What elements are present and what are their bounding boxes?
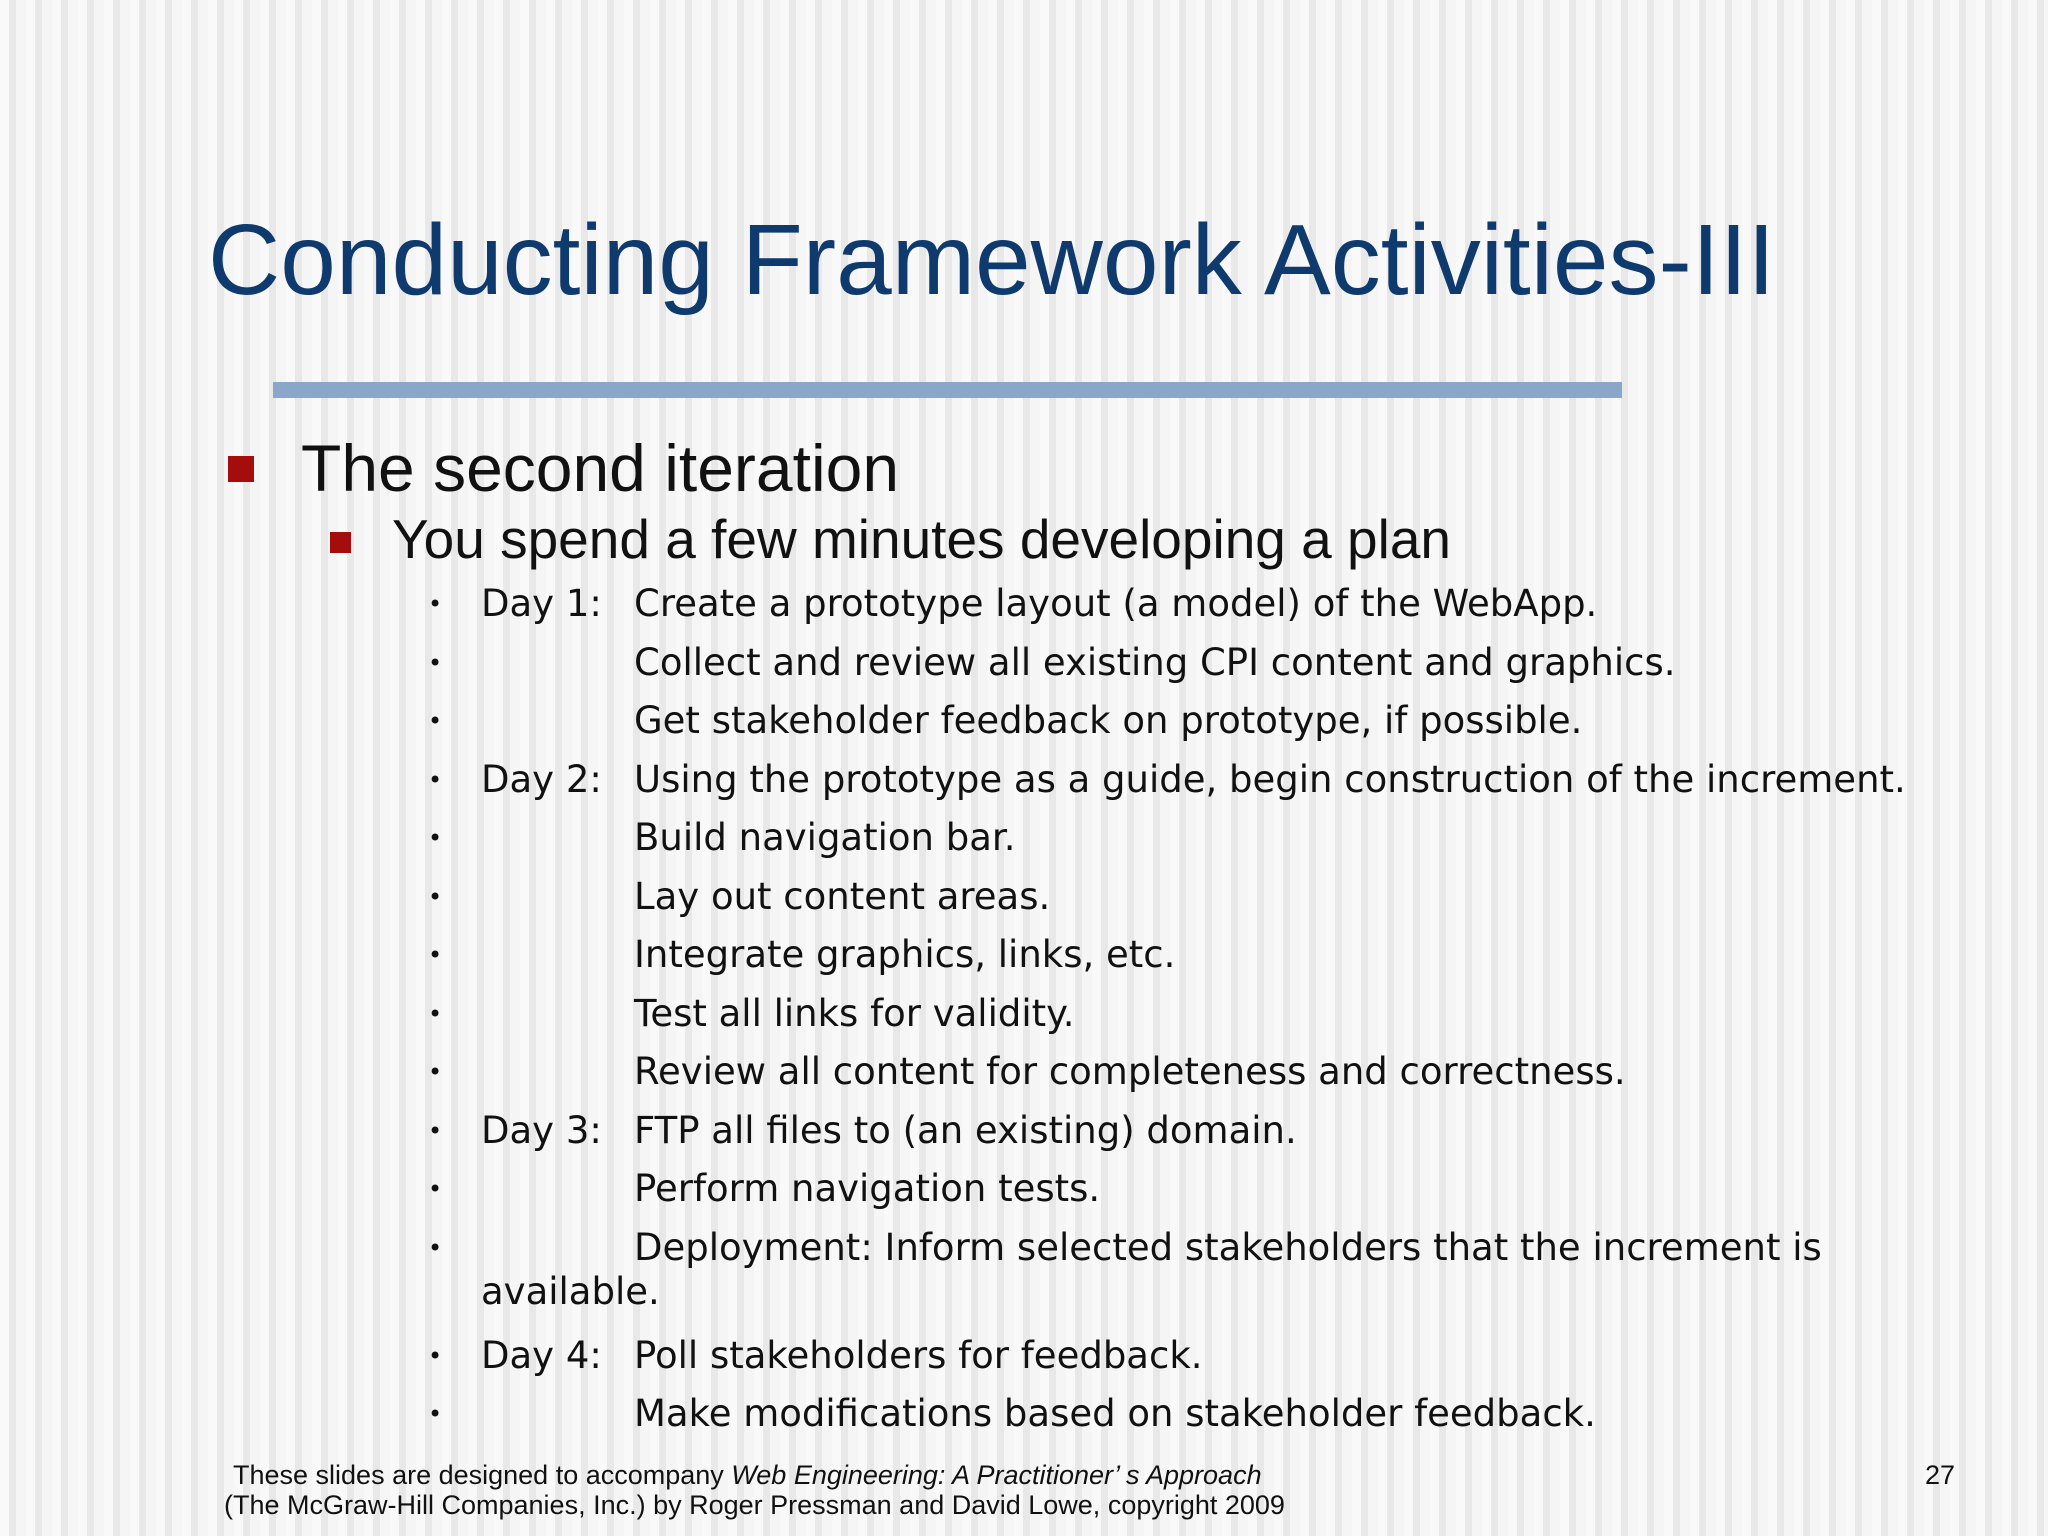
plan-item <box>428 1222 1928 1330</box>
dot-bullet-icon: • <box>428 765 443 794</box>
plan-item-text: Collect and review all existing CPI content and graphics. <box>634 640 1676 684</box>
dot-bullet-icon: • <box>428 824 443 852</box>
footer-book-title: Web Engineering: A Practitioner’ s Approach <box>731 1460 1262 1490</box>
dot-bullet-icon: • <box>428 1175 443 1203</box>
plan-item-day: Day 1: <box>481 582 602 625</box>
plan-list <box>428 578 1928 1447</box>
plan-item-text: Create a prototype layout (a model) of the WebApp. <box>634 582 1598 625</box>
dot-bullet-icon: • <box>428 882 443 911</box>
plan-item <box>428 871 1928 930</box>
plan-item-text: Get stakeholder feedback on prototype, if possible. <box>634 699 1583 742</box>
plan-item-text: Poll stakeholders for feedback. <box>634 1333 1203 1377</box>
slide-title: Conducting Framework Activities-III <box>208 204 1776 316</box>
plan-item-text: Make modifications based on stakeholder feedback. <box>634 1392 1596 1435</box>
dot-bullet-icon: • <box>428 941 443 969</box>
plan-item <box>428 1388 1928 1447</box>
plan-item <box>428 929 1928 988</box>
plan-item-text: FTP all files to (an existing) domain. <box>634 1108 1297 1152</box>
plan-item-text: Test all links for validity. <box>634 991 1075 1035</box>
bullet-level1-text: The second iteration <box>301 431 900 505</box>
plan-item <box>428 1105 1928 1164</box>
plan-item-day: Day 2: <box>481 757 602 801</box>
plan-item-text: Integrate graphics, links, etc. <box>634 933 1176 976</box>
plan-item <box>428 812 1928 871</box>
footer-line1 <box>224 1460 1285 1490</box>
footer-credits <box>224 1460 1285 1520</box>
dot-bullet-icon: • <box>428 999 443 1028</box>
dot-bullet-icon: • <box>428 707 443 735</box>
dot-bullet-icon: • <box>428 590 443 618</box>
plan-item-day: Day 4: <box>481 1333 602 1377</box>
dot-bullet-icon: • <box>428 1116 443 1145</box>
dot-bullet-icon: • <box>428 1400 443 1428</box>
plan-item <box>428 695 1928 754</box>
plan-item <box>428 1330 1928 1389</box>
square-bullet-icon <box>330 532 351 553</box>
bullet-level2-text: You spend a few minutes developing a plan <box>392 508 1452 570</box>
square-bullet-icon <box>228 456 254 482</box>
plan-item-day: Day 3: <box>481 1108 602 1152</box>
plan-item-continuation: available. <box>481 1269 660 1313</box>
dot-bullet-icon: • <box>428 648 443 677</box>
footer-line2: (The McGraw-Hill Companies, Inc.) by Roger Pressman and David Lowe, copyright 2009 <box>224 1490 1285 1520</box>
dot-bullet-icon: • <box>428 1058 443 1086</box>
page-number: 27 <box>1925 1460 1956 1490</box>
plan-item <box>428 578 1928 637</box>
plan-item-text: Using the prototype as a guide, begin construction of the increment. <box>634 757 1906 801</box>
plan-item-text: Deployment: Inform selected stakeholders that the increment is <box>634 1225 1822 1269</box>
plan-item <box>428 754 1928 813</box>
dot-bullet-icon: • <box>428 1233 443 1262</box>
dot-bullet-icon: • <box>428 1341 443 1370</box>
footer-prefix: These slides are designed to accompany <box>233 1460 732 1490</box>
plan-item <box>428 1163 1928 1222</box>
plan-item <box>428 988 1928 1047</box>
plan-item-text: Lay out content areas. <box>634 874 1051 918</box>
plan-item <box>428 637 1928 696</box>
plan-item-text: Build navigation bar. <box>634 816 1016 859</box>
plan-item-text: Review all content for completeness and correctness. <box>634 1050 1626 1093</box>
title-divider <box>273 382 1622 398</box>
plan-item-text: Perform navigation tests. <box>634 1167 1101 1210</box>
plan-item <box>428 1046 1928 1105</box>
